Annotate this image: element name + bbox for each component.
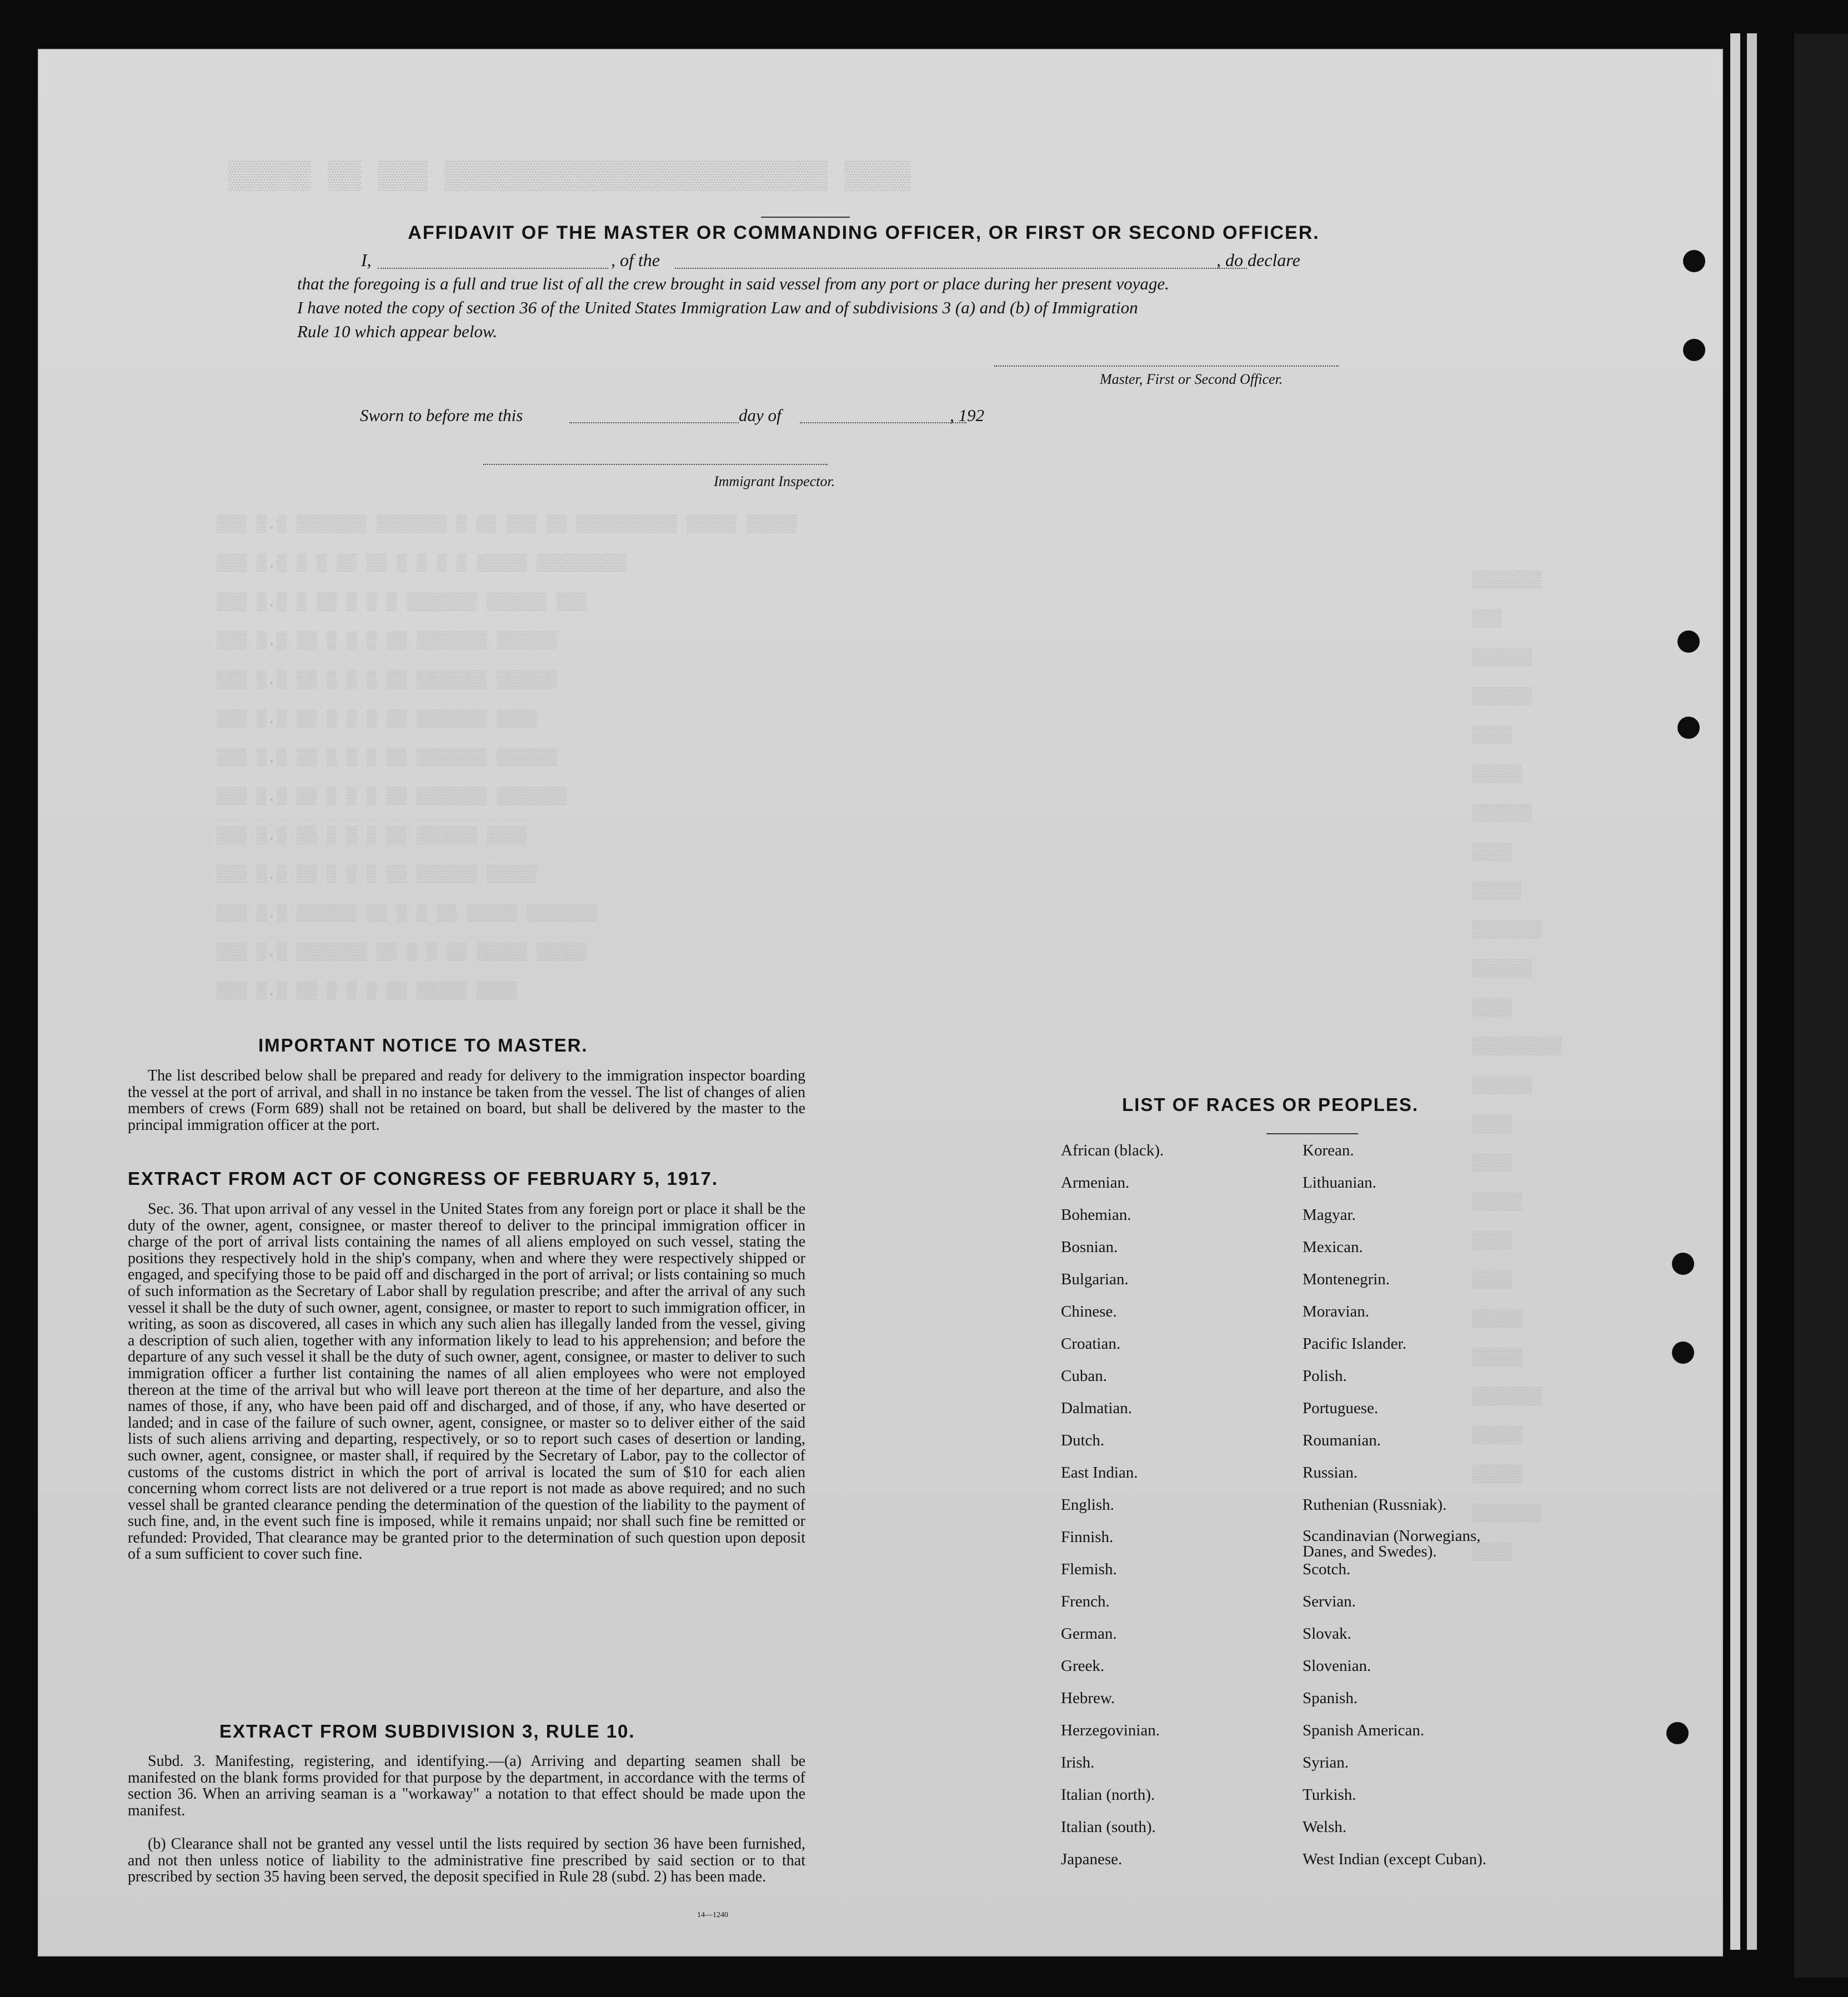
punch-hole	[1683, 339, 1705, 361]
race-item: German.	[1061, 1625, 1117, 1643]
race-item: Polish.	[1303, 1367, 1347, 1385]
sworn-day-of-label: day of	[739, 406, 782, 425]
rule-body-b: (b) Clearance shall not be granted any vessel until the lists required by section 36 have been furnished, and not then unless notice of liability to the administrative fine prescribed by said section or to that prescribed by section 35 having been served, the deposit specified in Rule 28 (subd. 2) has been made.	[128, 1835, 805, 1886]
race-item: Hebrew.	[1061, 1689, 1115, 1707]
race-item: Slovenian.	[1303, 1657, 1371, 1675]
act-title: EXTRACT FROM ACT OF CONGRESS OF FEBRUARY 5, 1917.	[128, 1168, 719, 1189]
race-item: Pacific Islander.	[1303, 1335, 1406, 1353]
race-item: West Indian (except Cuban).	[1303, 1850, 1487, 1868]
race-item: Magyar.	[1303, 1206, 1356, 1224]
race-item: Spanish.	[1303, 1689, 1358, 1707]
punch-hole	[1672, 1253, 1694, 1275]
race-item: Portuguese.	[1303, 1399, 1379, 1417]
bleed-through: ▒▒▒▒▒▒▒ ▒▒▒ ▒▒▒▒▒▒ ▒▒▒▒▒▒ ▒▒▒▒ ▒▒▒▒▒ ▒▒▒▒▒▒ ▒▒▒▒ ▒▒▒▒▒ ▒▒▒▒▒▒▒ ▒▒▒▒▒▒ ▒▒▒▒ ▒▒▒▒▒▒▒▒▒ ▒▒▒▒▒▒ ▒▒▒▒ ▒▒▒▒ ▒▒▒▒▒ ▒▒▒▒ ▒▒▒▒ ▒▒▒▒▒ ▒▒▒▒▒ ▒▒▒▒▒▒▒ ▒▒▒▒▒ ▒▒▒▒▒ ▒▒▒▒▒▒▒ ▒▒▒▒	[1472, 571, 1562, 1562]
race-item: Bosnian.	[1061, 1238, 1118, 1256]
name-field[interactable]	[378, 268, 608, 269]
race-item: Ruthenian (Russniak).	[1303, 1496, 1447, 1514]
race-item: Montenegrin.	[1303, 1270, 1390, 1288]
bleed-through: ▒▒▒▒▒ ▒▒ ▒▒▒ ▒▒▒▒▒▒▒▒▒▒▒▒▒▒▒▒▒▒▒▒▒▒▒ ▒▒▒▒	[228, 161, 912, 193]
inspector-signature-field[interactable]	[483, 464, 828, 465]
races-left-column	[1061, 1142, 1164, 1883]
race-item: Dutch.	[1061, 1432, 1105, 1449]
race-item: Moravian.	[1303, 1303, 1369, 1320]
race-item: Chinese.	[1061, 1303, 1117, 1320]
race-item: Syrian.	[1303, 1754, 1349, 1771]
race-item: Bulgarian.	[1061, 1270, 1129, 1288]
race-item: Bohemian.	[1061, 1206, 1131, 1224]
document-page	[39, 50, 1722, 1955]
sworn-year-label: , 192	[950, 406, 984, 425]
race-item: Armenian.	[1061, 1174, 1130, 1192]
sworn-label: Sworn to before me this	[360, 406, 523, 425]
race-item: Dalmatian.	[1061, 1399, 1133, 1417]
page-edge	[1747, 33, 1757, 1950]
sworn-month-field[interactable]	[800, 422, 966, 423]
race-item: French.	[1061, 1593, 1110, 1610]
race-item: Finnish.	[1061, 1528, 1114, 1546]
punch-hole	[1672, 1342, 1694, 1364]
race-item: Roumanian.	[1303, 1432, 1381, 1449]
act-body: Sec. 36. That upon arrival of any vessel in the United States from any foreign port or place it shall be the duty of the owner, agent, consignee, or master thereof to deliver to the principal immigration officer in charge of the port of arrival lists containing the names of all aliens employed on such vessel, stating the positions they respectively hold in the ship's company, when and where they were respectively shipped or engaged, and specifying those to be paid off and discharged in the port of arrival; or lists containing so much of such information as the Secretary of Labor shall by regulation prescribe; and after the arrival of any such vessel it shall be the duty of such owner, agent, consignee, or master to report to such immigration officer, in writing, as soon as discovered, all cases in which any such alien has illegally landed from the vessel, giving a description of such alien, together with any information likely to lead to his apprehension; and before the departure of any such vessel it shall be the duty of such owner, agent, consignee, or master to deliver to such immigration officer a further list containing the names of all alien employees who were not employed thereon at the time of the arrival but who will leave port thereon at the time of her departure, and also the names of those, if any, who have been paid off and discharged, and of those, if any, who have deserted or landed; and in case of the failure of such owner, agent, consignee, or master so to deliver either of the said lists of such aliens arriving and departing, respectively, or so to report such cases of desertion or landing, such owner, agent, consignee, or master shall, if required by the Secretary of Labor, pay to the collector of customs of the customs district in which the port of arrival is located the sum of $10 for each alien concerning whom correct lists are not delivered or a true report is not made as above required; and no such vessel shall be granted clearance pending the determination of the question of the liability to the payment of such fine, and, in the event such fine is imposed, while it remains unpaid; nor shall such fine be remitted or refunded: Provided, That clearance may be granted prior to the determination of such question upon deposit of a sum sufficient to cover such fine.	[128, 1200, 805, 1563]
divider	[1266, 1133, 1358, 1134]
affidavit-line-2: that the foregoing is a full and true list of all the crew brought in said vessel from any port or place during her present voyage.	[297, 274, 1169, 293]
sworn-day-field[interactable]	[569, 422, 739, 423]
race-item: Croatian.	[1061, 1335, 1121, 1353]
affidavit-title: AFFIDAVIT OF THE MASTER OR COMMANDING OFFICER, OR FIRST OR SECOND OFFICER.	[408, 222, 1320, 243]
race-item: Japanese.	[1061, 1850, 1123, 1868]
races-title: LIST OF RACES OR PEOPLES.	[1122, 1094, 1419, 1115]
race-item: Cuban.	[1061, 1367, 1107, 1385]
punch-hole	[1677, 630, 1700, 653]
race-item: Korean.	[1303, 1142, 1354, 1159]
master-signature-field[interactable]	[994, 366, 1339, 367]
rule-body-a: Subd. 3. Manifesting, registering, and identifying.—(a) Arriving and departing seamen shall be manifested on the blank forms provided for that purpose by the department, in accordance with the terms of section 36. When an arriving seaman is a "workaway" a notation to that effect should be made upon the manifest.	[128, 1753, 805, 1819]
race-item: Scandinavian (Norwegians, Danes, and Swedes).	[1303, 1527, 1481, 1560]
rule-title: EXTRACT FROM SUBDIVISION 3, RULE 10.	[219, 1721, 635, 1741]
vessel-field[interactable]	[675, 268, 1247, 269]
affidavit-of-the-label: , of the	[611, 250, 660, 270]
races-right-column	[1303, 1142, 1525, 1883]
race-item: Lithuanian.	[1303, 1174, 1376, 1192]
form-number: 14—1240	[697, 1911, 728, 1919]
race-item: Turkish.	[1303, 1786, 1356, 1804]
race-item: African (black).	[1061, 1142, 1164, 1159]
race-item: Servian.	[1303, 1593, 1356, 1610]
affidavit-declare-label: , do declare	[1216, 250, 1300, 270]
race-item: Italian (south).	[1061, 1818, 1156, 1836]
race-item: Welsh.	[1303, 1818, 1347, 1836]
page-edge	[1730, 33, 1740, 1950]
race-item: Russian.	[1303, 1464, 1358, 1482]
race-item: Slovak.	[1303, 1625, 1351, 1643]
race-item: Scotch.	[1303, 1560, 1351, 1578]
race-item: East Indian.	[1061, 1464, 1138, 1482]
punch-hole	[1683, 250, 1705, 272]
punch-hole	[1677, 717, 1700, 739]
race-item: Spanish American.	[1303, 1721, 1425, 1739]
race-item: English.	[1061, 1496, 1114, 1514]
divider	[761, 217, 850, 218]
race-item: Greek.	[1061, 1657, 1105, 1675]
race-item: Herzegovinian.	[1061, 1721, 1160, 1739]
inspector-label: Immigrant Inspector.	[714, 473, 835, 489]
affidavit-line-4: Rule 10 which appear below.	[297, 322, 498, 341]
punch-hole	[1666, 1722, 1689, 1744]
master-signature-label: Master, First or Second Officer.	[1100, 371, 1283, 387]
race-item: Flemish.	[1061, 1560, 1117, 1578]
race-item: Mexican.	[1303, 1238, 1363, 1256]
scan-border	[1794, 33, 1848, 1978]
race-item: Irish.	[1061, 1754, 1095, 1771]
notice-title: IMPORTANT NOTICE TO MASTER.	[258, 1035, 588, 1055]
affidavit-line-3: I have noted the copy of section 36 of the United States Immigration Law and of subdivisions 3 (a) and (b) of Immigration	[297, 298, 1138, 317]
bleed-through: ▒▒▒ ▒.▒ ▒▒▒▒▒▒▒ ▒▒▒▒▒▒▒ ▒ ▒▒ ▒▒▒ ▒▒ ▒▒▒▒▒▒▒▒▒▒ ▒▒▒▒▒ ▒▒▒▒▒ ▒▒▒ ▒.▒ ▒ ▒ ▒▒ ▒▒ ▒ ▒ ▒ ▒ ▒▒▒▒▒ ▒▒▒▒▒▒▒▒▒ ▒▒▒ ▒.▒ ▒ ▒▒ ▒ ▒ ▒ ▒▒▒▒▒▒▒ ▒▒▒▒▒▒ ▒▒▒ ▒▒▒ ▒.▒ ▒▒ ▒ ▒ ▒ ▒▒ ▒▒▒▒▒▒▒ ▒▒▒▒▒▒ ▒▒▒ ▒.▒ ▒▒ ▒ ▒ ▒ ▒▒ ▒▒▒▒▒▒▒ ▒▒▒▒▒▒ ▒▒▒ ▒.▒ ▒▒ ▒ ▒ ▒ ▒▒ ▒▒▒▒▒▒▒ ▒▒▒▒ ▒▒▒ ▒.▒ ▒▒ ▒ ▒ ▒ ▒▒ ▒▒▒▒▒▒▒ ▒▒▒▒▒▒ ▒▒▒ ▒.▒ ▒▒ ▒ ▒ ▒ ▒▒ ▒▒▒▒▒▒▒ ▒▒▒▒▒▒▒ ▒▒▒ ▒.▒ ▒▒ ▒ ▒ ▒ ▒▒ ▒▒▒▒▒▒ ▒▒▒▒ ▒▒▒ ▒.▒ ▒▒ ▒ ▒ ▒ ▒▒ ▒▒▒▒▒▒ ▒▒▒▒▒ ▒▒▒ ▒.▒ ▒▒▒▒▒▒ ▒▒ ▒ ▒ ▒▒ ▒▒▒▒▒ ▒▒▒▒▒▒▒ ▒▒▒ ▒.▒ ▒▒▒▒▒▒▒ ▒▒ ▒ ▒ ▒▒ ▒▒▒▒▒ ▒▒▒▒▒ ▒▒▒ ▒.▒ ▒▒ ▒ ▒ ▒ ▒▒ ▒▒▒▒▒ ▒▒▒▒	[217, 515, 797, 1001]
race-item: Italian (north).	[1061, 1786, 1155, 1804]
notice-body: The list described below shall be prepared and ready for delivery to the immigration inspector boarding the vessel at the port of arrival, and shall in no instance be taken from the vessel. The list of changes of alien members of crews (Form 689) shall not be retained on board, but shall be delivered by the master to the principal immigration officer at the port.	[128, 1067, 805, 1134]
affidavit-i-label: I,	[361, 250, 372, 270]
